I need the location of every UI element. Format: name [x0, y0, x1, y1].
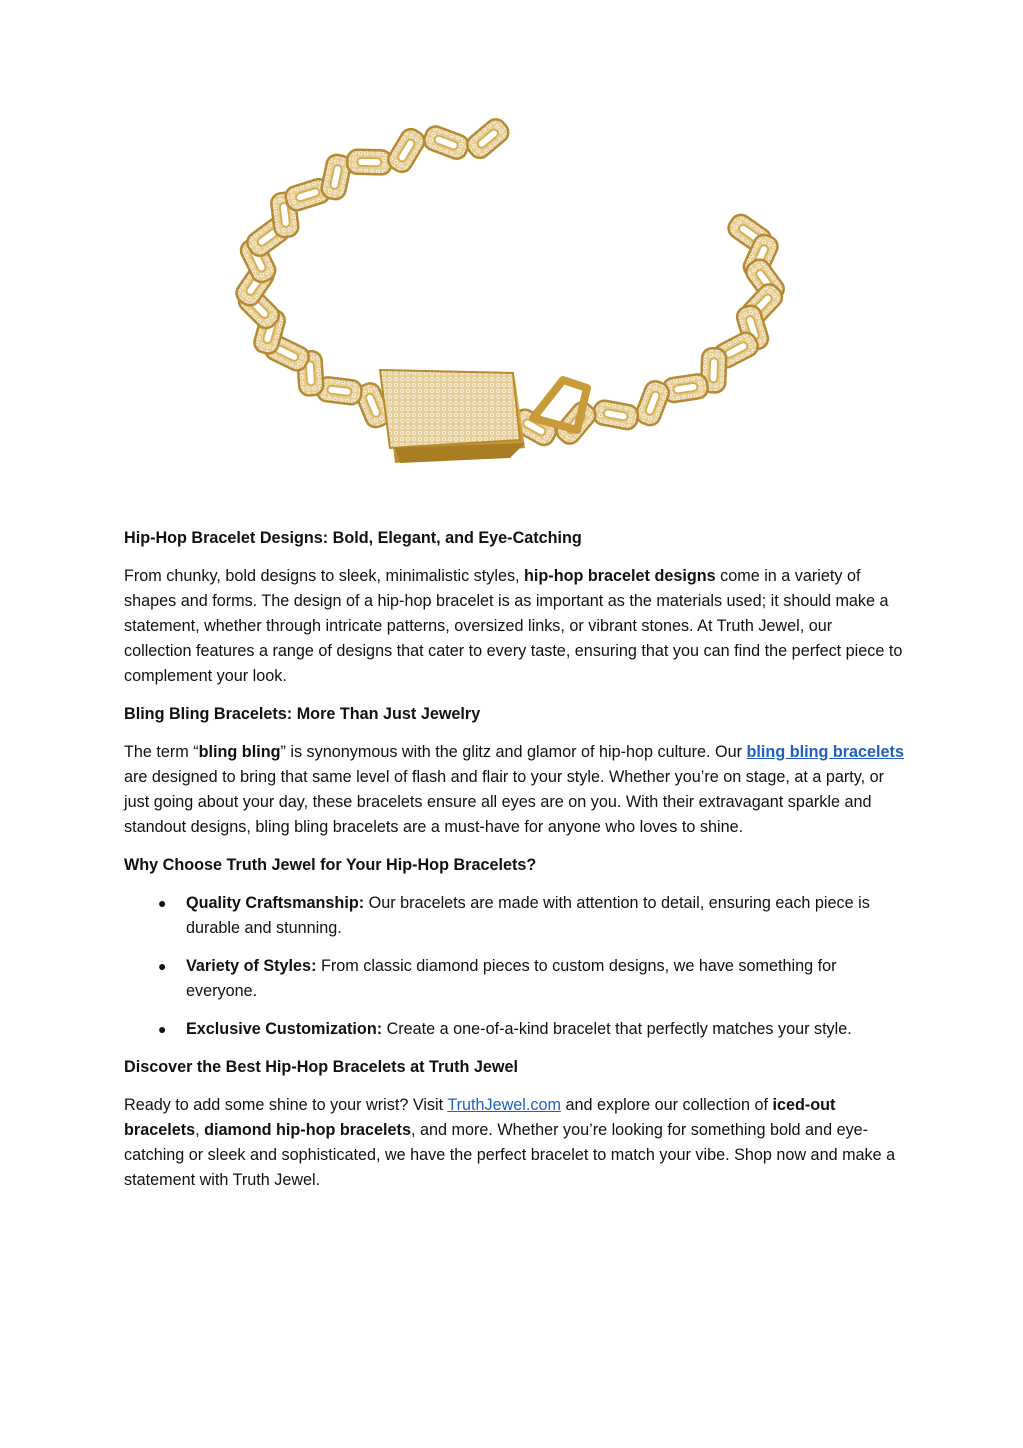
paragraph-bling: The term “bling bling” is synonymous with the glitz and glamor of hip-hop culture. Our bling bling bracelets are designed to bring that same level of flash and flair to your style. Whether you’re on stage, at a party, or just going about your day, these bracelets ensure all eyes are on you. With their extravagant sparkle and standout designs, bling bling bracelets are a must-have for anyone who loves to shine.: [124, 743, 904, 836]
bracelet-illustration: [225, 118, 795, 478]
clasp-box: [380, 370, 525, 463]
list-item: ● Quality Craftsmanship: Our bracelets are made with attention to detail, ensuring each piece is durable and stunning.: [186, 891, 904, 941]
section-heading-bling: Bling Bling Bracelets: More Than Just Jewelry: [124, 705, 481, 723]
section-heading-discover: Discover the Best Hip-Hop Bracelets at Truth Jewel: [124, 1058, 519, 1076]
list-item: ● Variety of Styles: From classic diamond pieces to custom designs, we have something for everyone.: [186, 954, 904, 1004]
list-item: ● Exclusive Customization: Create a one-of-a-kind bracelet that perfectly matches your style.: [186, 1017, 904, 1042]
bracelet-image: [225, 118, 795, 478]
bling-bracelets-link[interactable]: bling bling bracelets: [746, 743, 904, 761]
bullet-icon: ●: [158, 895, 167, 911]
section-heading-designs: Hip-Hop Bracelet Designs: Bold, Elegant, and Eye-Catching: [124, 529, 582, 547]
article-body: [124, 526, 904, 1206]
paragraph-discover: Ready to add some shine to your wrist? Visit TruthJewel.com and explore our collection of iced-out bracelets, diamond hip-hop bracelets, and more. Whether you’re looking for something bold and eye-catching or sleek and sophisticated, we have the perfect bracelet to match your vibe. Shop now and make a statement with Truth Jewel.: [124, 1096, 896, 1189]
paragraph-designs: From chunky, bold designs to sleek, minimalistic styles, hip-hop bracelet designs come in a variety of shapes and forms. The design of a hip-hop bracelet is as important as the materials used; it should make a statement, whether through intricate patterns, oversized links, or vibrant stones. At Truth Jewel, our collection features a range of designs that cater to every taste, ensuring that you can find the perfect piece to complement your look.: [124, 567, 903, 685]
benefits-list: [124, 891, 904, 1042]
chain-link: [634, 378, 672, 428]
truthjewel-link[interactable]: TruthJewel.com: [447, 1096, 561, 1114]
bold-text: bling bling: [198, 743, 281, 761]
bold-text: hip-hop bracelet designs: [524, 567, 716, 585]
chain-link: [592, 399, 640, 431]
bullet-icon: ●: [158, 1021, 167, 1037]
bullet-icon: ●: [158, 958, 167, 974]
clasp-hook: [533, 380, 587, 430]
chain-link: [347, 150, 392, 175]
chain-link: [421, 124, 471, 162]
section-heading-why: Why Choose Truth Jewel for Your Hip-Hop Bracelets?: [124, 856, 537, 874]
chain-link: [385, 125, 428, 175]
chain-link: [463, 118, 512, 162]
